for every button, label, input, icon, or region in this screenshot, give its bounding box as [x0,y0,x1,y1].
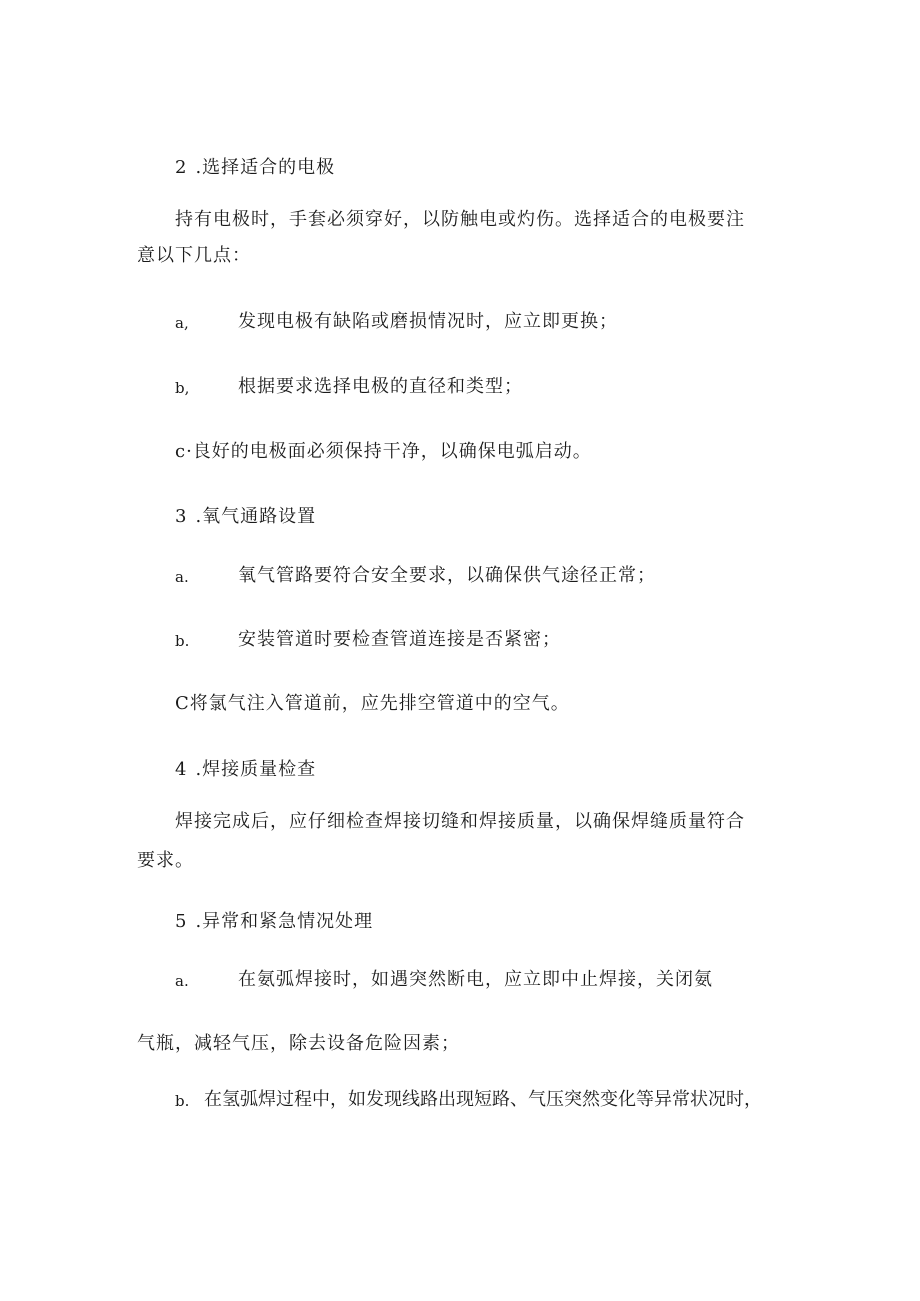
section-title: .异常和紧急情况处理 [195,911,374,932]
section-heading [175,911,373,933]
section-heading [175,157,335,179]
section-number: 4 [175,759,188,780]
section-number: 5 [175,911,188,932]
list-marker: a. [175,568,189,586]
list-marker: a, [175,314,189,332]
section-title: .选择适合的电极 [195,157,336,178]
list-item-text: 在氢弧焊过程中，如发现线路出现短路、气压突然变化等异常状况时， [204,1089,762,1110]
paragraph-line: 意以下几点： [137,245,251,266]
list-item-text: 安装管道时要检查管道连接是否紧密； [238,629,561,650]
list-marker: b. [175,1092,190,1110]
list-item-text: 发现电极有缺陷或磨损情况时，应立即更换； [238,311,618,332]
section-number: 2 [175,157,188,178]
list-item-text: 氧气管路要符合安全要求，以确保供气途径正常； [238,565,656,586]
list-item-text: 气瓶，减轻气压，除去设备危险因素； [137,1033,460,1054]
section-title: .焊接质量检查 [195,759,317,780]
section-title: .氧气通路设置 [195,506,317,527]
list-item-text: C将氯气注入管道前，应先排空管道中的空气。 [175,693,570,714]
paragraph-line: 要求。 [137,850,194,871]
list-item-text: 根据要求选择电极的直径和类型； [238,376,523,397]
section-number: 3 [175,506,188,527]
list-item-text: 在氨弧焊接时，如遇突然断电，应立即中止焊接，关闭氨 [238,969,713,990]
list-item-text: c·良好的电极面必须保持干净，以确保电弧启动。 [175,441,592,462]
section-heading [175,506,316,528]
paragraph-line: 持有电极时，手套必须穿好，以防触电或灼伤。选择适合的电极要注 [175,209,745,230]
paragraph-line: 焊接完成后，应仔细检查焊接切缝和焊接质量，以确保焊缝质量符合 [175,811,745,832]
list-marker: b. [175,632,190,650]
list-marker: a. [175,972,189,990]
section-heading [175,759,316,781]
list-marker: b, [175,379,190,397]
